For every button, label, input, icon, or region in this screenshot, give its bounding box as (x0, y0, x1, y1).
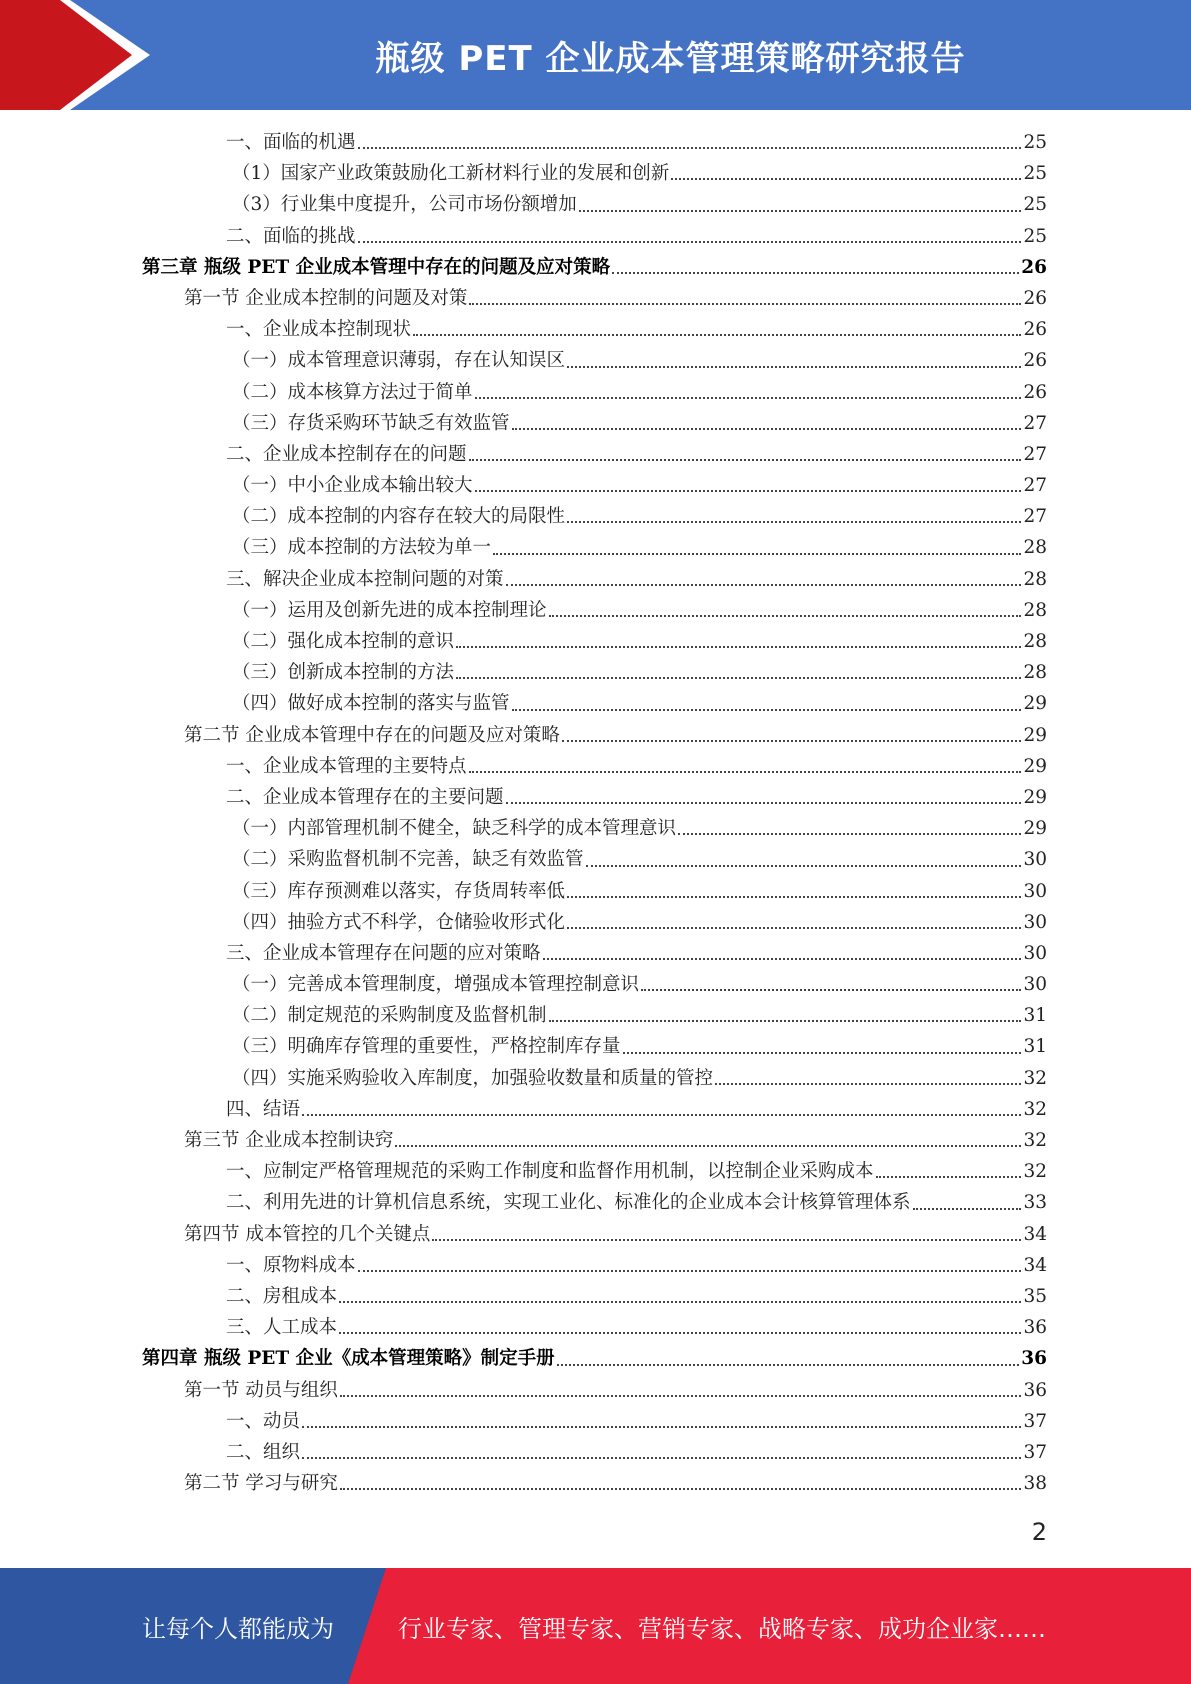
toc-entry-title: 第四节 成本管控的几个关键点 (184, 1223, 431, 1245)
toc-section-entry[interactable] (142, 1125, 1047, 1156)
toc-page-number: 31 (1023, 1005, 1047, 1027)
toc-entry-title: 二、面临的挑战 (226, 225, 356, 247)
toc-page-number: 29 (1023, 693, 1047, 715)
toc-dot-leader (413, 314, 1021, 345)
toc-entry-title: （二）成本核算方法过于简单 (232, 381, 473, 403)
toc-page-number: 36 (1021, 1348, 1047, 1370)
toc-entry-title: （三）明确库存管理的重要性，严格控制库存量 (232, 1036, 621, 1058)
toc-dot-leader (512, 408, 1022, 439)
toc-dot-leader (567, 907, 1021, 938)
toc-entry-title: 一、应制定严格管理规范的采购工作制度和监督作用机制，以控制企业采购成本 (226, 1161, 874, 1183)
toc-entry-title: 第二节 企业成本管理中存在的问题及应对策略 (184, 724, 560, 746)
toc-entry-title: 一、面临的机遇 (226, 132, 356, 153)
toc-entry[interactable] (142, 1312, 1047, 1343)
toc-entry-title: （三）成本控制的方法较为单一 (232, 537, 492, 559)
toc-page-number: 35 (1023, 1285, 1047, 1307)
toc-dot-leader (579, 189, 1022, 220)
toc-entry-title: 二、组织 (226, 1441, 301, 1463)
toc-page-number: 38 (1023, 1473, 1047, 1495)
toc-dot-leader (469, 439, 1022, 470)
toc-dot-leader (456, 657, 1021, 688)
toc-entry[interactable] (142, 408, 1047, 439)
toc-dot-leader (456, 626, 1021, 657)
toc-entry-title: 第一节 企业成本控制的问题及对策 (184, 287, 468, 309)
toc-entry-title: 二、企业成本管理存在的主要问题 (226, 786, 504, 808)
toc-entry[interactable] (142, 439, 1047, 470)
toc-dot-leader (562, 720, 1022, 751)
toc-entry[interactable] (142, 564, 1047, 595)
page-number: 2 (1031, 1518, 1047, 1546)
toc-entry-title: 第三章 瓶级 PET 企业成本管理中存在的问题及应对策略 (142, 256, 611, 278)
toc-entry[interactable] (142, 189, 1047, 220)
toc-page-number: 26 (1023, 350, 1047, 372)
toc-entry-title: （二）成本控制的内容存在较大的局限性 (232, 506, 566, 528)
toc-entry[interactable] (142, 907, 1047, 938)
toc-entry[interactable] (142, 813, 1047, 844)
toc-entry[interactable] (142, 377, 1047, 408)
toc-page-number: 25 (1023, 225, 1047, 247)
toc-dot-leader (623, 1031, 1022, 1062)
toc-entry-title: （三）存货采购环节缺乏有效监管 (232, 412, 510, 434)
toc-page-number: 33 (1023, 1192, 1047, 1214)
toc-dot-leader (358, 221, 1022, 252)
toc-chapter-entry[interactable] (142, 252, 1047, 283)
toc-entry-title: 二、房租成本 (226, 1285, 338, 1307)
toc-entry[interactable] (142, 158, 1047, 189)
toc-dot-leader (586, 844, 1022, 875)
toc-page-number: 29 (1023, 818, 1047, 840)
toc-entry-title: （四）抽验方式不科学，仓储验收形式化 (232, 911, 566, 933)
footer-slogan-left: 让每个人都能成为 (142, 1614, 334, 1643)
toc-page-number: 27 (1023, 443, 1047, 465)
toc-entry[interactable] (142, 876, 1047, 907)
toc-dot-leader (913, 1187, 1022, 1218)
toc-dot-leader (567, 876, 1021, 907)
toc-entry-title: 二、企业成本控制存在的问题 (226, 443, 467, 465)
toc-dot-leader (493, 532, 1021, 563)
toc-dot-leader (678, 813, 1021, 844)
document-title: 瓶级 PET 企业成本管理策略研究报告 (375, 38, 966, 79)
toc-dot-leader (302, 1437, 1021, 1468)
toc-entry-title: 一、企业成本管理的主要特点 (226, 755, 467, 777)
toc-page-number: 34 (1023, 1223, 1047, 1245)
toc-entry[interactable] (142, 1000, 1047, 1031)
toc-entry-title: （二）制定规范的采购制度及监督机制 (232, 1005, 547, 1027)
toc-page-number: 26 (1023, 287, 1047, 309)
toc-entry-title: 一、动员 (226, 1410, 301, 1432)
toc-page-number: 28 (1023, 537, 1047, 559)
toc-dot-leader (395, 1125, 1021, 1156)
toc-entry-title: （三）库存预测难以落实，存货周转率低 (232, 880, 566, 902)
toc-dot-leader (876, 1156, 1022, 1187)
toc-entry[interactable] (142, 1063, 1047, 1094)
toc-page-number: 26 (1021, 256, 1047, 278)
toc-section-entry[interactable] (142, 1219, 1047, 1250)
toc-entry[interactable] (142, 1031, 1047, 1062)
toc-entry-title: 第二节 学习与研究 (184, 1473, 338, 1495)
toc-entry-title: （二）采购监督机制不完善，缺乏有效监管 (232, 849, 584, 871)
toc-entry-title: （一）中小企业成本输出较大 (232, 475, 473, 497)
toc-entry-title: 一、企业成本控制现状 (226, 319, 412, 341)
toc-entry-title: （二）强化成本控制的意识 (232, 631, 455, 652)
toc-dot-leader (339, 1312, 1021, 1343)
toc-page-number: 30 (1023, 974, 1047, 996)
toc-page-number: 32 (1023, 1098, 1047, 1120)
toc-page-number: 30 (1023, 911, 1047, 933)
toc-entry[interactable] (142, 751, 1047, 782)
toc-page-number: 32 (1023, 1161, 1047, 1183)
toc-page-number: 36 (1023, 1379, 1047, 1401)
toc-entry[interactable] (142, 1187, 1047, 1218)
toc-dot-leader (512, 688, 1022, 719)
toc-entry[interactable] (142, 501, 1047, 532)
toc-dot-leader (557, 1343, 1020, 1374)
toc-entry-title: 二、利用先进的计算机信息系统，实现工业化、标准化的企业成本会计核算管理体系 (226, 1192, 911, 1214)
toc-entry-title: 第四章 瓶级 PET 企业《成本管理策略》制定手册 (142, 1348, 555, 1370)
toc-dot-leader (358, 127, 1022, 158)
toc-entry[interactable] (142, 688, 1047, 719)
toc-entry[interactable] (142, 470, 1047, 501)
toc-entry[interactable] (142, 1281, 1047, 1312)
toc-entry[interactable] (142, 844, 1047, 875)
toc-dot-leader (549, 1000, 1022, 1031)
toc-page-number: 30 (1023, 880, 1047, 902)
toc-page-number: 28 (1023, 631, 1047, 652)
toc-dot-leader (358, 1250, 1022, 1281)
toc-dot-leader (715, 1063, 1021, 1094)
toc-dot-leader (506, 782, 1022, 813)
toc-dot-leader (340, 1375, 1022, 1406)
toc-page-number: 25 (1023, 194, 1047, 216)
toc-entry-title: 第三节 企业成本控制诀窍 (184, 1130, 394, 1151)
toc-entry-title: （四）做好成本控制的落实与监管 (232, 693, 510, 715)
toc-section-entry[interactable] (142, 720, 1047, 751)
toc-page-number: 37 (1023, 1410, 1047, 1432)
toc-page-number: 28 (1023, 599, 1047, 621)
toc-entry-title: （一）运用及创新先进的成本控制理论 (232, 599, 547, 621)
toc-page-number: 27 (1023, 412, 1047, 434)
toc-entry[interactable] (142, 127, 1047, 158)
toc-page-number: 32 (1023, 1067, 1047, 1089)
toc-page-number: 26 (1023, 319, 1047, 341)
toc-entry[interactable] (142, 1250, 1047, 1281)
toc-page-number: 26 (1023, 381, 1047, 403)
toc-dot-leader (475, 470, 1022, 501)
toc-page-number: 25 (1023, 132, 1047, 153)
toc-page-number: 27 (1023, 475, 1047, 497)
table-of-contents (142, 127, 1047, 1499)
toc-entry-title: （一）成本管理意识薄弱，存在认知误区 (232, 350, 566, 372)
footer-banner (0, 1568, 1191, 1684)
red-chevron-decoration (0, 0, 150, 110)
toc-entry[interactable] (142, 1437, 1047, 1468)
toc-entry-title: （一）完善成本管理制度，增强成本管理控制意识 (232, 974, 640, 996)
toc-entry-title: 四、结语 (226, 1098, 301, 1120)
toc-page-number: 25 (1023, 163, 1047, 185)
toc-chapter-entry[interactable] (142, 1343, 1047, 1374)
header-banner (0, 0, 1191, 110)
toc-dot-leader (302, 1094, 1021, 1125)
toc-dot-leader (567, 345, 1021, 376)
toc-dot-leader (475, 377, 1022, 408)
toc-entry[interactable] (142, 938, 1047, 969)
toc-entry[interactable] (142, 1156, 1047, 1187)
toc-section-entry[interactable] (142, 1375, 1047, 1406)
toc-dot-leader (339, 1281, 1021, 1312)
toc-page-number: 29 (1023, 724, 1047, 746)
toc-entry[interactable] (142, 314, 1047, 345)
toc-entry-title: 一、原物料成本 (226, 1254, 356, 1276)
toc-page-number: 31 (1023, 1036, 1047, 1058)
toc-dot-leader (567, 501, 1021, 532)
footer-slogan-right: 行业专家、管理专家、营销专家、战略专家、成功企业家…… (398, 1614, 1046, 1643)
toc-entry[interactable] (142, 345, 1047, 376)
toc-page-number: 28 (1023, 568, 1047, 590)
toc-dot-leader (671, 158, 1021, 189)
toc-entry[interactable] (142, 1094, 1047, 1125)
toc-entry-title: （一）内部管理机制不健全，缺乏科学的成本管理意识 (232, 818, 677, 840)
toc-page-number: 37 (1023, 1441, 1047, 1463)
toc-page-number: 30 (1023, 849, 1047, 871)
toc-entry[interactable] (142, 782, 1047, 813)
toc-entry-title: 三、企业成本管理存在问题的应对策略 (226, 942, 541, 964)
toc-entry[interactable] (142, 532, 1047, 563)
toc-entry-title: 三、人工成本 (226, 1317, 338, 1339)
toc-entry-title: （四）实施采购验收入库制度，加强验收数量和质量的管控 (232, 1067, 714, 1089)
toc-dot-leader (612, 252, 1019, 283)
toc-entry[interactable] (142, 595, 1047, 626)
toc-dot-leader (641, 969, 1021, 1000)
toc-entry[interactable] (142, 969, 1047, 1000)
toc-entry[interactable] (142, 221, 1047, 252)
toc-dot-leader (302, 1406, 1021, 1437)
toc-dot-leader (543, 938, 1022, 969)
toc-page-number: 27 (1023, 506, 1047, 528)
toc-dot-leader (506, 564, 1022, 595)
toc-page-number: 29 (1023, 786, 1047, 808)
toc-page-number: 36 (1023, 1317, 1047, 1339)
toc-entry[interactable] (142, 626, 1047, 657)
toc-section-entry[interactable] (142, 1468, 1047, 1499)
toc-page-number: 29 (1023, 755, 1047, 777)
toc-page-number: 28 (1023, 662, 1047, 684)
toc-dot-leader (432, 1219, 1021, 1250)
toc-entry-title: 三、解决企业成本控制问题的对策 (226, 568, 504, 590)
toc-dot-leader (340, 1468, 1022, 1499)
toc-entry-title: 第一节 动员与组织 (184, 1379, 338, 1401)
toc-entry-title: （3）行业集中度提升，公司市场份额增加 (232, 194, 577, 216)
toc-dot-leader (469, 751, 1022, 782)
toc-dot-leader (549, 595, 1022, 626)
toc-entry-title: （三）创新成本控制的方法 (232, 662, 455, 684)
toc-page-number: 34 (1023, 1254, 1047, 1276)
toc-dot-leader (469, 283, 1021, 314)
toc-page-number: 32 (1023, 1130, 1047, 1151)
toc-section-entry[interactable] (142, 283, 1047, 314)
toc-entry[interactable] (142, 657, 1047, 688)
toc-page-number: 30 (1023, 942, 1047, 964)
toc-entry[interactable] (142, 1406, 1047, 1437)
toc-entry-title: （1）国家产业政策鼓励化工新材料行业的发展和创新 (232, 163, 670, 185)
